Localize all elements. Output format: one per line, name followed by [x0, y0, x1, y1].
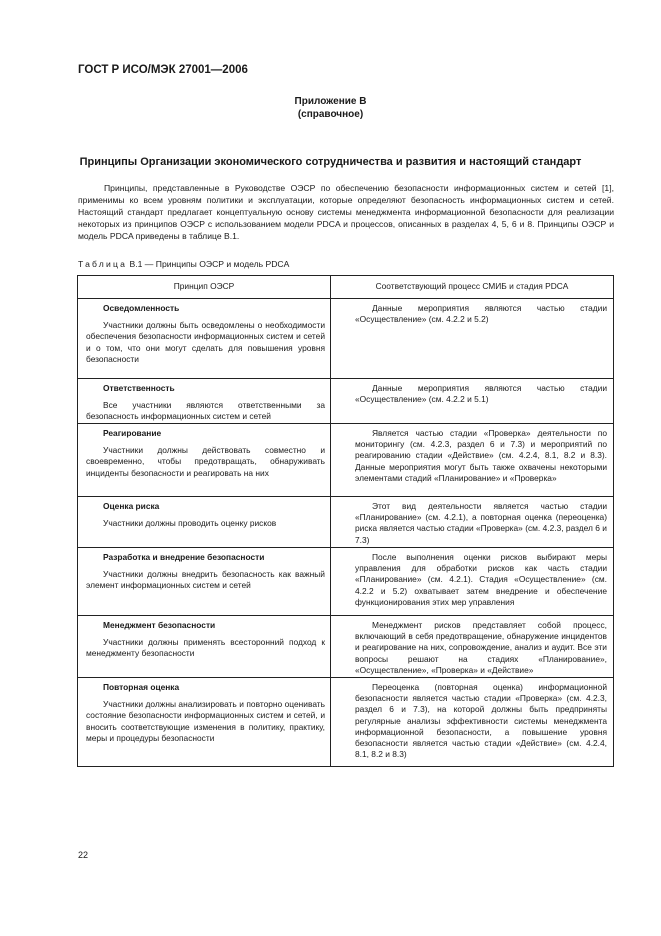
- table-caption: [78, 259, 289, 269]
- process-text: Переоценка (повторная оценка) информационной безопасности является частью стадии «Проверка» (см. 4.2.3, раздел 6 и 7.3), на которой должны быть предприняты регулярные анализы эффективности системы менеджмента информационной безопасности, а повышение уровня безопасности является частью стадии «Действие» (см. 4.2.4, 8.1, 8.2 и 8.3): [355, 682, 607, 760]
- principle-name: Менеджмент безопасности: [103, 620, 216, 630]
- principle-text: Участники должны применять всесторонний подход к менеджменту безопасности: [86, 637, 325, 659]
- table-row: [78, 379, 614, 424]
- process-cell: [331, 548, 614, 616]
- process-text: После выполнения оценки рисков выбирают меры управления для обработки рисков как часть стадии «Планирование» (см. 4.2.1). Стадия «Осуществление» (см. 4.2.2 и 5.2) охватывает затем внедрение и обеспечение функционирования этих мер управления: [355, 552, 607, 607]
- process-cell: [331, 497, 614, 548]
- document-header: ГОСТ Р ИСО/МЭК 27001—2006: [78, 64, 248, 76]
- principle-cell: [78, 424, 331, 497]
- annex-note: (справочное): [297, 109, 364, 120]
- table-row: [78, 299, 614, 379]
- process-cell: [331, 379, 614, 424]
- annex-title: Приложение В: [294, 96, 367, 107]
- table-row: [78, 678, 614, 767]
- table-row: [78, 548, 614, 616]
- process-text: Является частью стадии «Проверка» деятельности по мониторингу (см. 4.2.3, раздел 6 и 7.3) и мероприятий по реагированию стадии «Действие» (см. 4.2.4, 8.1, 8.2 и 8.3). Данные мероприятия могут быть также охвачены некоторыми элементами стадий «Планирование» и «Проверка»: [355, 428, 607, 483]
- principle-cell: [78, 379, 331, 424]
- process-cell: [331, 424, 614, 497]
- column-header-process: Соответствующий процесс СМИБ и стадия PDCA: [331, 276, 614, 299]
- table-caption-label: Таблица: [78, 259, 128, 269]
- intro-paragraph: Принципы, представленные в Руководстве ОЭСР по обеспечению безопасности информационных систем и сетей [1], применимы ко всем уровням политики и эксплуатации, которые определяют безопасность информационных систем и сетей. Настоящий стандарт предлагает концептуальную основу системы менеджмента информационной безопасности для реализации некоторых из принципов ОЭСР с использованием модели PDCA и процессов, описанных в разделах 4, 5, 6 и 8. Принципы ОЭСР и модель PDCA приведены в таблице В.1.: [78, 183, 614, 241]
- principle-text: Участники должны быть осведомлены о необходимости обеспечения безопасности информационных систем и сетей и о том, что они могут сделать для повышения уровня безопасности: [86, 320, 325, 364]
- column-header-principle: Принцип ОЭСР: [78, 276, 331, 299]
- table-header-row: [78, 276, 614, 299]
- process-text: Этот вид деятельности является частью стадии «Планирование» (см. 4.2.1), а повторная оценка (переоценка) риска является частью стадии «Проверка» (см. 4.2.3, раздел 6 и 7.3): [355, 501, 607, 545]
- process-text: Данные мероприятия являются частью стадии «Осуществление» (см. 4.2.2 и 5.2): [355, 303, 607, 325]
- process-cell: [331, 678, 614, 767]
- section-title: Принципы Организации экономического сотрудничества и развития и настоящий стандарт: [79, 156, 582, 168]
- principle-name: Осведомленность: [103, 303, 180, 313]
- principle-cell: [78, 497, 331, 548]
- principle-text: Участники должны внедрить безопасность как важный элемент информационных систем и сетей: [86, 569, 325, 591]
- process-cell: [331, 616, 614, 678]
- page-number: 22: [78, 850, 89, 860]
- principle-name: Разработка и внедрение безопасности: [103, 552, 265, 562]
- principle-cell: [78, 299, 331, 379]
- principle-cell: [78, 678, 331, 767]
- table-row: [78, 424, 614, 497]
- principle-name: Ответственность: [103, 383, 175, 393]
- principle-text: Участники должны действовать совместно и своевременно, чтобы предотвращать, обнаруживать инциденты безопасности и реагировать на них: [86, 445, 325, 478]
- table-caption-text: В.1 — Принципы ОЭСР и модель PDCA: [129, 259, 290, 269]
- principle-text: Все участники являются ответственными за безопасность информационных систем и сетей: [86, 400, 325, 422]
- annex-heading: [0, 95, 661, 121]
- principle-name: Реагирование: [103, 428, 162, 438]
- principle-name: Повторная оценка: [103, 682, 180, 692]
- principle-text: Участники должны проводить оценку рисков: [103, 518, 277, 529]
- principle-text: Участники должны анализировать и повторно оценивать состояние безопасности информационных систем и сетей, и вносить соответствующие изменения в политику, практику, меры и процедуры безопасности: [86, 699, 325, 743]
- process-cell: [331, 299, 614, 379]
- process-text: Данные мероприятия являются частью стадии «Осуществление» (см. 4.2.2 и 5.1): [355, 383, 607, 405]
- process-text: Менеджмент рисков представляет собой процесс, включающий в себя предотвращение, обнаружение инцидентов и реагирование на них, сопровождение, анализ и аудит. Все эти вопросы решают на стадиях «Планирование», «Осуществление», «Проверка» и «Действие»: [355, 620, 607, 675]
- principle-cell: [78, 616, 331, 678]
- oecd-principles-table: [77, 275, 614, 767]
- table-row: [78, 497, 614, 548]
- principle-name: Оценка риска: [103, 501, 160, 511]
- principle-cell: [78, 548, 331, 616]
- table-row: [78, 616, 614, 678]
